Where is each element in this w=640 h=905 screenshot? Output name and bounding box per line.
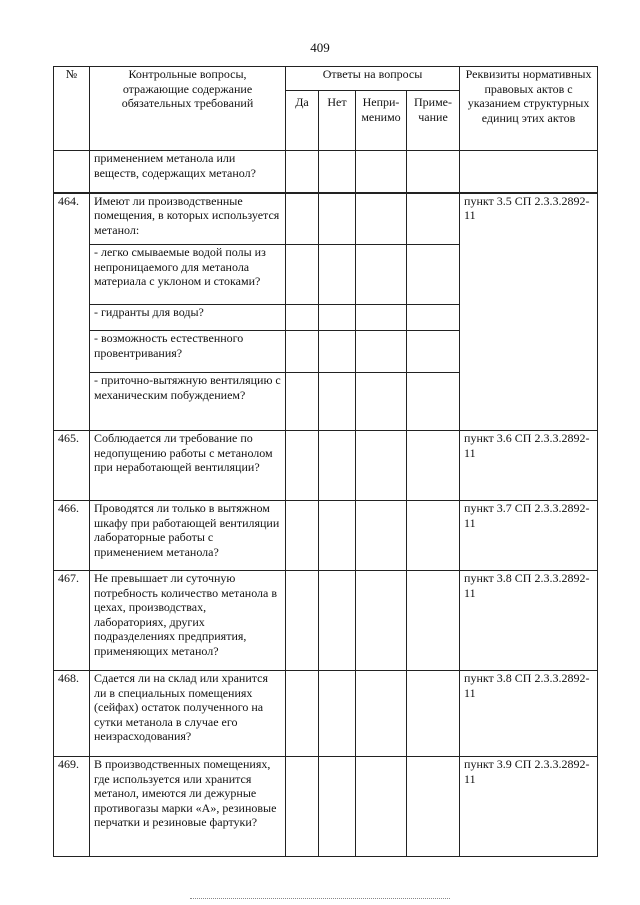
answer-note-cell[interactable] (407, 245, 460, 305)
answer-yes-cell[interactable] (286, 331, 319, 373)
answer-na-cell[interactable] (356, 501, 407, 571)
header-note: Приме-чание (407, 91, 460, 151)
answer-yes-cell[interactable] (286, 305, 319, 331)
ref-cell: пункт 3.9 СП 2.3.3.2892-11 (460, 757, 598, 857)
ref-cell: пункт 3.8 СП 2.3.3.2892-11 (460, 571, 598, 671)
answer-no-cell[interactable] (319, 757, 356, 857)
table-row (54, 193, 598, 245)
answer-na-cell[interactable] (356, 245, 407, 305)
answer-note-cell[interactable] (407, 571, 460, 671)
answer-no-cell[interactable] (319, 305, 356, 331)
answer-note-cell[interactable] (407, 671, 460, 757)
header-not-applicable: Непри-менимо (356, 91, 407, 151)
answer-no-cell[interactable] (319, 151, 356, 193)
num-cell: 468. (54, 671, 90, 757)
table-row (54, 671, 598, 757)
header-num: № (54, 67, 90, 151)
page-number: 409 (310, 40, 330, 55)
answer-yes-cell[interactable] (286, 373, 319, 431)
answer-note-cell[interactable] (407, 431, 460, 501)
answer-na-cell[interactable] (356, 151, 407, 193)
question-cell: применением метанола или веществ, содержащих метанол? (90, 151, 286, 193)
answer-note-cell[interactable] (407, 373, 460, 431)
answer-na-cell[interactable] (356, 671, 407, 757)
ref-cell: пункт 3.8 СП 2.3.3.2892-11 (460, 671, 598, 757)
answer-no-cell[interactable] (319, 501, 356, 571)
answer-yes-cell[interactable] (286, 501, 319, 571)
table-row (54, 431, 598, 501)
table-row (54, 757, 598, 857)
answer-na-cell[interactable] (356, 571, 407, 671)
answer-note-cell[interactable] (407, 331, 460, 373)
answer-yes-cell[interactable] (286, 757, 319, 857)
answer-no-cell[interactable] (319, 373, 356, 431)
question-cell: Соблюдается ли требование по недопущению работы с метанолом при неработающей вентиляции? (90, 431, 286, 501)
subquestion-cell: - гидранты для воды? (90, 305, 286, 331)
question-cell: Имеют ли производственные помещения, в которых используется метанол: (90, 193, 286, 245)
question-cell: В производственных помещениях, где используется или хранится метанол, имеются ли дежурные противогазы марки «А», резиновые перчатки и резиновые фартуки? (90, 757, 286, 857)
ref-cell: пункт 3.5 СП 2.3.3.2892-11 (460, 193, 598, 431)
answer-note-cell[interactable] (407, 501, 460, 571)
num-cell: 467. (54, 571, 90, 671)
answer-na-cell[interactable] (356, 193, 407, 245)
bottom-divider (190, 898, 450, 899)
subquestion-cell: - легко смываемые водой полы из непроницаемого для метанола материала с уклоном и стоками? (90, 245, 286, 305)
subquestion-cell: - приточно-вытяжную вентиляцию с механическим побуждением? (90, 373, 286, 431)
table-row (54, 151, 598, 193)
answer-na-cell[interactable] (356, 305, 407, 331)
checklist-table (53, 66, 598, 857)
header-requisites: Реквизиты нормативных правовых актов с указанием структурных единиц этих актов (460, 67, 598, 151)
answer-no-cell[interactable] (319, 571, 356, 671)
answer-yes-cell[interactable] (286, 571, 319, 671)
header-answers-group: Ответы на вопросы (286, 67, 460, 91)
answer-note-cell[interactable] (407, 305, 460, 331)
answer-note-cell[interactable] (407, 151, 460, 193)
answer-note-cell[interactable] (407, 193, 460, 245)
num-cell: 469. (54, 757, 90, 857)
answer-no-cell[interactable] (319, 431, 356, 501)
header-yes: Да (286, 91, 319, 151)
answer-no-cell[interactable] (319, 245, 356, 305)
answer-no-cell[interactable] (319, 671, 356, 757)
answer-no-cell[interactable] (319, 193, 356, 245)
question-cell: Проводятся ли только в вытяжном шкафу при работающей вентиляции лабораторные работы с применением метанола? (90, 501, 286, 571)
answer-na-cell[interactable] (356, 373, 407, 431)
table-row (54, 501, 598, 571)
answer-yes-cell[interactable] (286, 193, 319, 245)
header-questions: Контрольные вопросы, отражающие содержание обязательных требований (90, 67, 286, 151)
answer-no-cell[interactable] (319, 331, 356, 373)
answer-yes-cell[interactable] (286, 671, 319, 757)
answer-na-cell[interactable] (356, 757, 407, 857)
question-cell: Сдается ли на склад или хранится ли в специальных помещениях (сейфах) остаток полученного на сутки метанола в случае его неизрасходования? (90, 671, 286, 757)
question-cell: Не превышает ли суточную потребность количество метанола в цехах, производствах, лабораториях, других подразделениях предприятия, применяющих метанол? (90, 571, 286, 671)
header-no: Нет (319, 91, 356, 151)
num-cell: 464. (54, 193, 90, 431)
answer-yes-cell[interactable] (286, 245, 319, 305)
answer-yes-cell[interactable] (286, 151, 319, 193)
ref-cell (460, 151, 598, 193)
num-cell (54, 151, 90, 193)
answer-na-cell[interactable] (356, 431, 407, 501)
num-cell: 466. (54, 501, 90, 571)
answer-note-cell[interactable] (407, 757, 460, 857)
table-row (54, 571, 598, 671)
ref-cell: пункт 3.6 СП 2.3.3.2892-11 (460, 431, 598, 501)
ref-cell: пункт 3.7 СП 2.3.3.2892-11 (460, 501, 598, 571)
subquestion-cell: - возможность естественного провентривания? (90, 331, 286, 373)
answer-na-cell[interactable] (356, 331, 407, 373)
table-header (54, 67, 598, 151)
num-cell: 465. (54, 431, 90, 501)
answer-yes-cell[interactable] (286, 431, 319, 501)
